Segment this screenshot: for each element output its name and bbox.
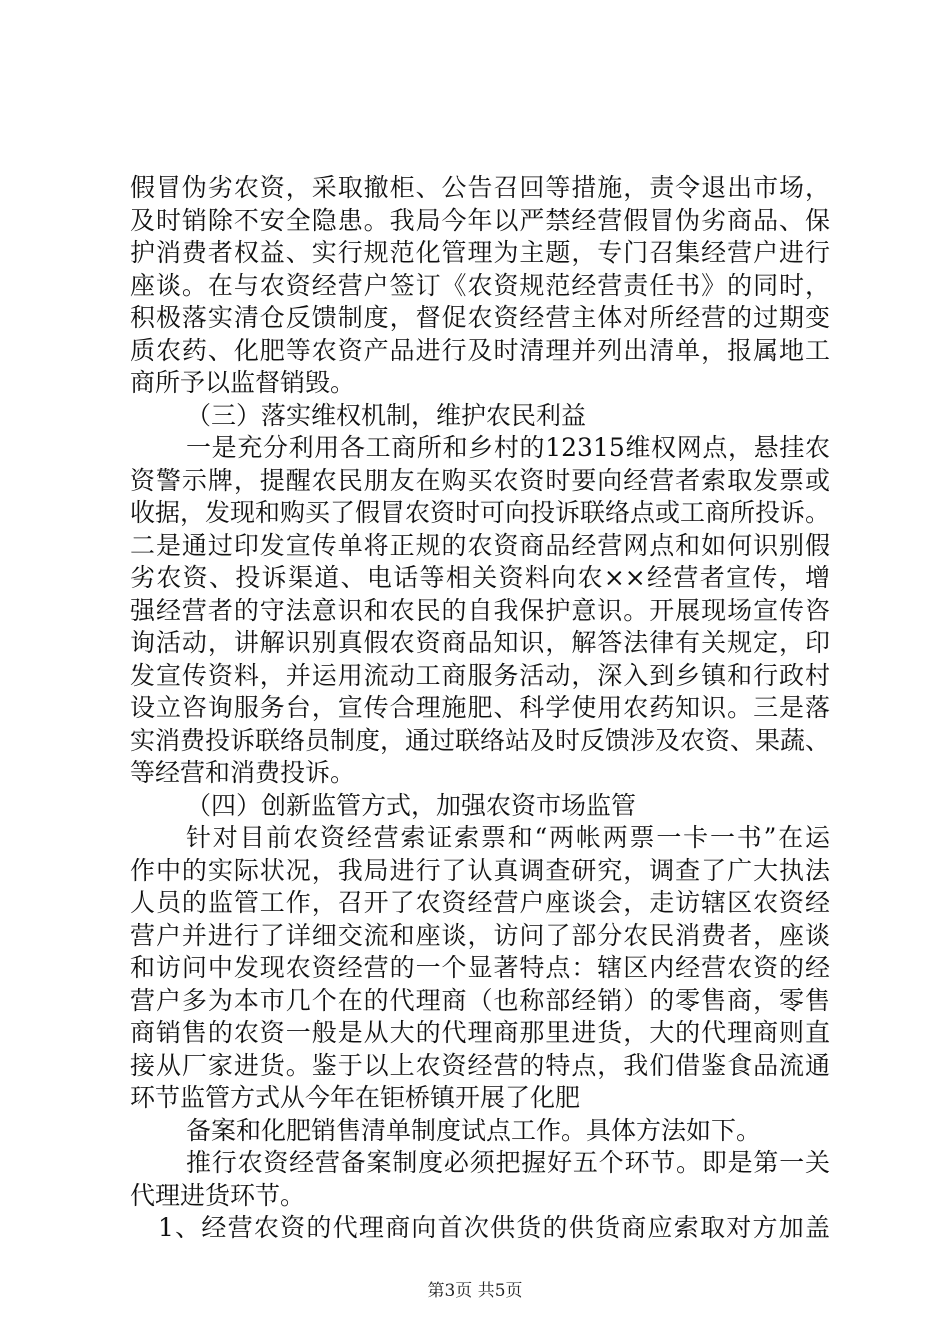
text-line: 环节监管方式从今年在钜桥镇开展了化肥 xyxy=(130,1083,581,1112)
text-line: 质农药、化肥等农资产品进行及时清理并列出清单，报属地工 xyxy=(130,335,830,365)
text-line: 营户并进行了详细交流和座谈，访问了部分农民消费者，座谈 xyxy=(130,920,830,950)
text-line: 护消费者权益、实行规范化管理为主题，专门召集经营户进行 xyxy=(130,238,830,267)
text-line: 收据，发现和购买了假冒农资时可向投诉联络点或工商所投诉。 xyxy=(130,498,831,527)
page-footer: 第3页 共5页 xyxy=(427,1281,523,1301)
text-line: 人员的监管工作，召开了农资经营户座谈会，走访辖区农资经 xyxy=(130,888,830,917)
section-heading: （四）创新监管方式，加强农资市场监管 xyxy=(186,790,637,820)
document-body xyxy=(130,172,830,1245)
text-line: 设立咨询服务台，宣传合理施肥、科学使用农药知识。三是落 xyxy=(130,693,830,722)
text-line: 备案和化肥销售清单制度试点工作。具体方法如下。 xyxy=(186,1115,762,1145)
text-line: 询活动，讲解识别真假农资商品知识，解答法律有关规定，印 xyxy=(130,628,830,657)
text-line: 劣农资、投诉渠道、电话等相关资料向农××经营者宣传，增 xyxy=(130,563,830,592)
text-line: 作中的实际状况，我局进行了认真调查研究，调查了广大执法 xyxy=(130,855,830,885)
text-line: 营户多为本市几个在的代理商（也称部经销）的零售商，零售 xyxy=(130,985,830,1015)
text-line: 座谈。在与农资经营户签订《农资规范经营责任书》的同时， xyxy=(130,270,830,300)
text-line: 推行农资经营备案制度必须把握好五个环节。即是第一关 xyxy=(186,1148,830,1177)
text-line: 及时销除不安全隐患。我局今年以严禁经营假冒伪劣商品、保 xyxy=(130,205,830,235)
text-line: 强经营者的守法意识和农民的自我保护意识。开展现场宣传咨 xyxy=(130,595,830,625)
text-line: 假冒伪劣农资，采取撤柜、公告召回等措施，责令退出市场， xyxy=(130,173,830,202)
text-line: 针对目前农资经营索证索票和“两帐两票一卡一书”在运 xyxy=(186,823,830,852)
text-line: 代理进货环节。 xyxy=(130,1180,306,1210)
text-line: 实消费投诉联络员制度，通过联络站及时反馈涉及农资、果蔬、 xyxy=(130,725,831,755)
text-line: 一是充分利用各工商所和乡村的12315维权网点，悬挂农 xyxy=(186,433,830,462)
section-heading: （三）落实维权机制，维护农民利益 xyxy=(186,400,587,430)
text-line: 等经营和消费投诉。 xyxy=(130,758,356,787)
text-line: 接从厂家进货。鉴于以上农资经营的特点，我们借鉴食品流通 xyxy=(130,1050,830,1080)
text-line: 商所予以监督销毁。 xyxy=(130,368,356,397)
text-line: 1、经营农资的代理商向首次供货的供货商应索取对方加盖 xyxy=(158,1213,830,1242)
text-line: 和访问中发现农资经营的一个显著特点：辖区内经营农资的经 xyxy=(130,953,830,982)
text-line: 资警示牌，提醒农民朋友在购买农资时要向经营者索取发票或 xyxy=(130,465,830,495)
text-line: 二是通过印发宣传单将正规的农资商品经营网点和如何识别假 xyxy=(130,530,830,560)
text-line: 积极落实清仓反馈制度，督促农资经营主体对所经营的过期变 xyxy=(130,303,830,332)
text-line: 发宣传资料，并运用流动工商服务活动，深入到乡镇和行政村 xyxy=(130,660,830,690)
text-line: 商销售的农资一般是从大的代理商那里进货，大的代理商则直 xyxy=(130,1018,830,1047)
